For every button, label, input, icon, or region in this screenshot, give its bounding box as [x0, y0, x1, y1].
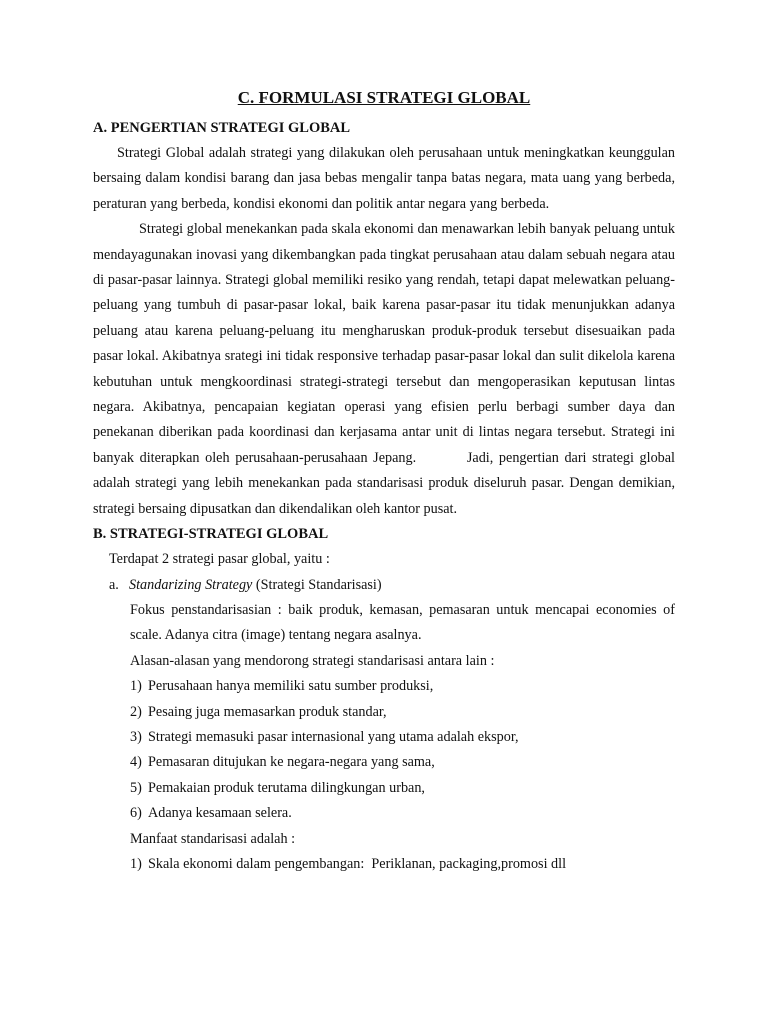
strategy-item-title	[129, 573, 382, 598]
benefits-block	[93, 827, 675, 852]
section-b-heading: B. STRATEGI-STRATEGI GLOBAL	[93, 526, 329, 543]
list-item-number: 1)	[130, 678, 142, 695]
list-item-number: 5)	[130, 779, 142, 796]
list-item-number: 2)	[130, 703, 142, 720]
list-item	[93, 852, 675, 877]
list-item-text: Strategi memasuki pasar internasional yang utama adalah ekspor,	[148, 728, 519, 745]
list-item	[93, 700, 675, 725]
list-item-text: Skala ekonomi dalam pengembangan: Periklanan, packaging,promosi dll	[148, 855, 567, 872]
list-item-text: Pemakaian produk terutama dilingkungan urban,	[148, 779, 425, 796]
strategy-item-a	[93, 573, 675, 598]
list-item-number: 6)	[130, 805, 142, 822]
section-a-heading: A. PENGERTIAN STRATEGI GLOBAL	[93, 120, 351, 136]
reasons-intro: Alasan-alasan yang mendorong strategi standarisasi antara lain :	[130, 652, 495, 669]
list-item-text: Pesaing juga memasarkan produk standar,	[148, 703, 387, 720]
focus-paragraph: Fokus penstandarisasian : baik produk, kemasan, pemasaran untuk mencapai economies of scale. Adanya citra (image) tentang negara asalnya.	[130, 601, 675, 644]
section-b-intro: Terdapat 2 strategi pasar global, yaitu :	[109, 551, 330, 568]
benefits-list	[93, 852, 675, 877]
list-item-text: Perusahaan hanya memiliki satu sumber produksi,	[148, 678, 434, 695]
strategy-item-rest: (Strategi Standarisasi)	[252, 576, 382, 593]
page-title: C. FORMULASI STRATEGI GLOBAL	[237, 88, 531, 107]
strategy-item-label: a.	[109, 576, 119, 593]
list-item-text: Adanya kesamaan selera.	[148, 805, 292, 822]
list-item-number: 1)	[130, 855, 142, 872]
list-item-number: 3)	[130, 728, 142, 745]
list-item-text: Pemasaran ditujukan ke negara-negara yang sama,	[148, 754, 435, 771]
benefits-intro: Manfaat standarisasi adalah :	[130, 830, 296, 847]
document-page	[93, 86, 679, 877]
list-item	[93, 801, 675, 826]
strategy-a-body	[93, 598, 675, 674]
section-a-paragraph-1: Strategi Global adalah strategi yang dilakukan oleh perusahaan untuk meningkatkan keunggulan bersaing dalam kondisi barang dan jasa bebas mengalir tanpa batas negara, mata uang yang berbeda, peraturan yang berbeda, kondisi ekonomi dan politik antar negara yang berbeda.	[93, 145, 675, 212]
list-item	[93, 725, 675, 750]
list-item	[93, 776, 675, 801]
list-item	[93, 674, 675, 699]
list-item	[93, 750, 675, 775]
reasons-list	[93, 674, 675, 826]
strategy-item-term: Standarizing Strategy	[129, 576, 253, 593]
list-item-number: 4)	[130, 754, 142, 771]
section-a-paragraph-2: Strategi global menekankan pada skala ekonomi dan menawarkan lebih banyak peluang untuk mendayagunakan inovasi yang dikembangkan pada tingkat perusahaan atau dalam sebuah negara atau di pasar-pasar lainnya. Strategi global memiliki resiko yang rendah, tetapi dapat melewatkan peluang-peluang yang tumbuh di pasar-pasar lokal, baik karena pasar-pasar itu tidak menunjukkan adanya peluang atau karena peluang-peluang itu mengharuskan produk-produk tersebut disesuaikan pada pasar lokal. Akibatnya srategi ini tidak responsive terhadap pasar-pasar lokal dan sulit dikelola karena kebutuhan untuk mengkoordinasi strategi-strategi tersebut dan mengoperasikan keputusan lintas negara. Akibatnya, pencapaian kegiatan operasi yang efisien perlu berbagi sumber daya dan penekanan diberikan pada koordinasi dan kerjasama antar unit di lintas negara tersebut. Strategi ini banyak diterapkan oleh perusahaan-perusahaan Jepang. Jadi, pengertian dari strategi global adalah strategi yang lebih menekankan pada standarisasi produk diseluruh pasar. Dengan demikian, strategi bersaing dipusatkan dan dikendalikan oleh kantor pusat.	[93, 221, 679, 517]
